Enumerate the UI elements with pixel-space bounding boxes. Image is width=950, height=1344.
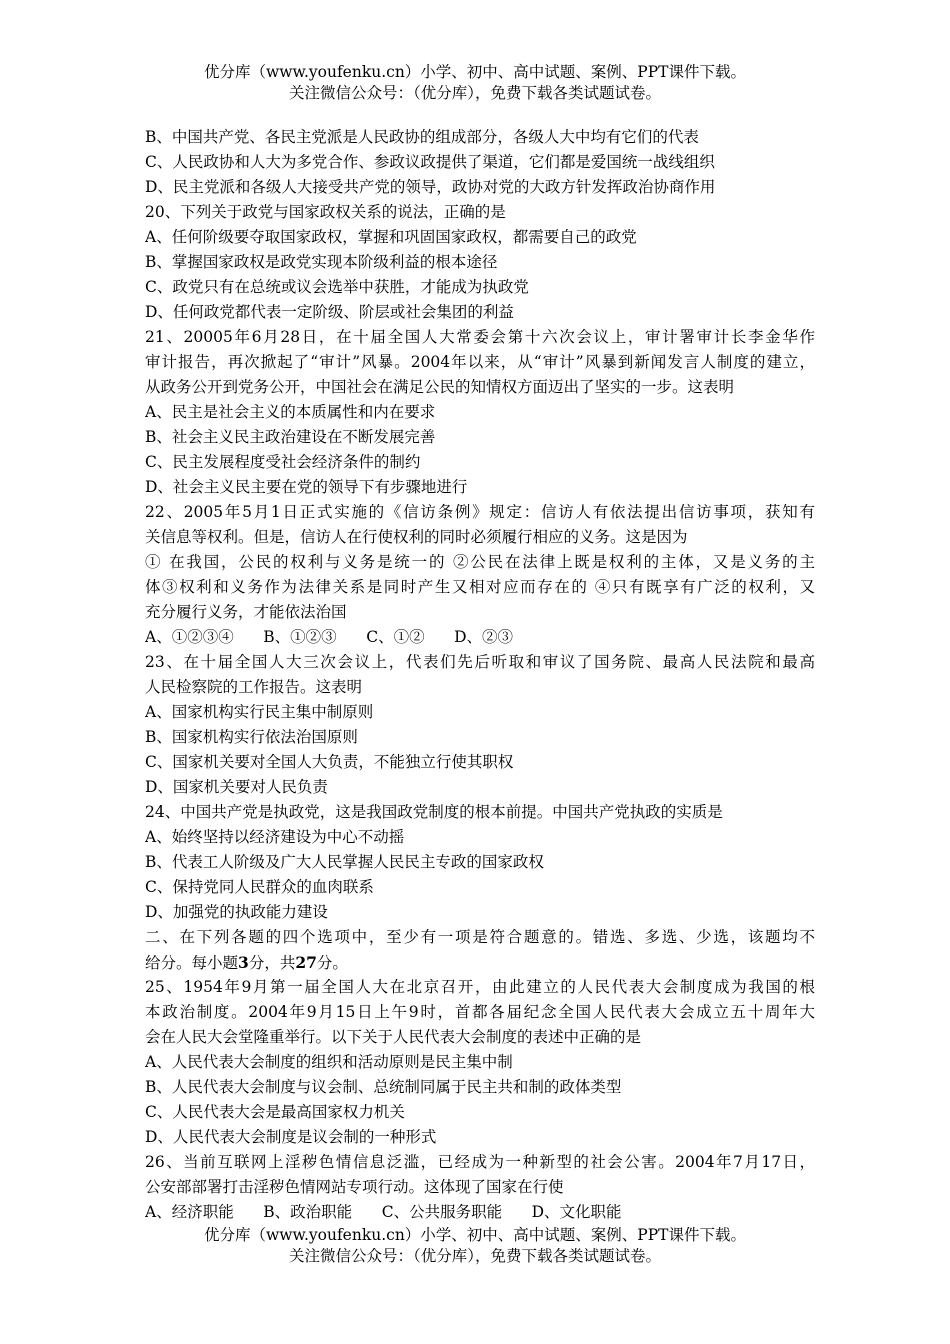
text-line xyxy=(145,950,815,975)
option-line: C、政党只有在总统或议会选举中获胜，才能成为执政党 xyxy=(145,278,529,296)
document-body xyxy=(145,125,815,1225)
text-line: D、民主党派和各级人大接受共产党的领导，政协对党的大政方针发挥政治协商作用 xyxy=(145,178,716,196)
question-22: 22、2005年5月1日正式实施的《信访条例》规定：信访人有依法提出信访事项，获知有 xyxy=(145,503,815,521)
text-line: 人民检察院的工作报告。这表明 xyxy=(145,678,363,696)
text-line: ① 在我国，公民的权利与义务是统一的 ②公民在法律上既是权利的主体，又是义务的主 xyxy=(145,553,815,571)
text-line: 公安部部署打击淫秽色情网站专项行动。这体现了国家在行使 xyxy=(145,1178,564,1196)
question-23: 23、在十届全国人大三次会议上，代表们先后听取和审议了国务院、最高人民法院和最高 xyxy=(145,653,815,671)
option-line: D、加强党的执政能力建设 xyxy=(145,903,328,921)
section-2-instructions: 二、在下列各题的四个选项中，至少有一项是符合题意的。错选、多选、少选，该题均不 xyxy=(145,928,815,946)
text-line: 会在人民大会堂隆重举行。以下关于人民代表大会制度的表述中正确的是 xyxy=(145,1028,642,1046)
option-line: C、民主发展程度受社会经济条件的制约 xyxy=(145,453,421,471)
option-line: D、社会主义民主要在党的领导下有步骤地进行 xyxy=(145,478,468,496)
text-line: 本政治制度。2004年9月15日上午9时，首都各届纪念全国人民代表大会成立五十周年大 xyxy=(145,1003,815,1021)
header-line-2: 关注微信公众号：（优分库），免费下载各类试题试卷。 xyxy=(288,84,661,102)
option-line: A、民主是社会主义的本质属性和内在要求 xyxy=(145,403,436,421)
option-line: D、人民代表大会制度是议会制的一种形式 xyxy=(145,1128,437,1146)
text-line: 体③权利和义务作为法律关系是同时产生又相对应而存在的 ④只有既享有广泛的权利，又 xyxy=(145,578,815,596)
question-21: 21、20005年6月28日，在十届全国人大常委会第十六次会议上，审计署审计长李金华作 xyxy=(145,328,815,346)
option-line: A、任何阶级要夺取国家政权，掌握和巩固国家政权，都需要自己的政党 xyxy=(145,228,637,246)
header-line-1: 优分库（www.youfenku.cn）小学、初中、高中试题、案例、PPT课件下载。 xyxy=(203,63,747,81)
option-line: B、人民代表大会制度与议会制、总统制同属于民主共和制的政体类型 xyxy=(145,1078,622,1096)
question-26: 26、当前互联网上淫秽色情信息泛滥，已经成为一种新型的社会公害。2004年7月17日， xyxy=(145,1153,815,1171)
option-line: A、始终坚持以经济建设为中心不动摇 xyxy=(145,828,405,846)
option-line: C、人民代表大会是最高国家权力机关 xyxy=(145,1103,405,1121)
question-20: 20、下列关于政党与国家政权关系的说法，正确的是 xyxy=(145,203,506,221)
score-total: 27 xyxy=(295,953,317,972)
option-line: A、人民代表大会制度的组织和活动原则是民主集中制 xyxy=(145,1053,513,1071)
option-line: B、国家机构实行依法治国原则 xyxy=(145,728,358,746)
question-25: 25、1954年9月第一届全国人大在北京召开，由此建立的人民代表大会制度成为我国的根 xyxy=(145,978,815,996)
score-value: 3 xyxy=(238,953,249,972)
option-line: B、代表工人阶级及广大人民掌握人民民主专政的国家政权 xyxy=(145,853,544,871)
option-line: A、①②③④ B、①②③ C、①② D、②③ xyxy=(145,628,514,646)
option-line: B、掌握国家政权是政党实现本阶级利益的根本途径 xyxy=(145,253,498,271)
text-line: C、人民政协和人大为多党合作、参政议政提供了渠道，它们都是爱国统一战线组织 xyxy=(145,153,715,171)
text-line: B、中国共产党、各民主党派是人民政协的组成部分，各级人大中均有它们的代表 xyxy=(145,128,699,146)
option-line: C、国家机关要对全国人大负责，不能独立行使其职权 xyxy=(145,753,514,771)
text-line: 审计报告，再次掀起了“审计”风暴。2004年以来，从“审计”风暴到新闻发言人制度的建立， xyxy=(145,353,815,371)
option-line: C、保持党同人民群众的血肉联系 xyxy=(145,878,374,896)
option-line: A、经济职能 B、政治职能 C、公共服务职能 D、文化职能 xyxy=(145,1203,622,1221)
score-text: 给分。每小题 xyxy=(145,954,239,972)
score-text: 分。 xyxy=(316,954,348,972)
page-footer xyxy=(0,1225,950,1267)
text-line: 关信息等权利。但是，信访人在行使权利的同时必须履行相应的义务。这是因为 xyxy=(145,528,688,546)
option-line: D、国家机关要对人民负责 xyxy=(145,778,328,796)
footer-line-2: 关注微信公众号：（优分库），免费下载各类试题试卷。 xyxy=(288,1247,661,1265)
option-line: D、任何政党都代表一定阶级、阶层或社会集团的利益 xyxy=(145,303,514,321)
text-line: 从政务公开到党务公开，中国社会在满足公民的知情权方面迈出了坚实的一步。这表明 xyxy=(145,378,735,396)
question-24: 24、中国共产党是执政党，这是我国政党制度的根本前提。中国共产党执政的实质是 xyxy=(145,803,723,821)
score-text: 分，共 xyxy=(248,954,296,972)
text-line: 充分履行义务，才能依法治国 xyxy=(145,603,347,621)
option-line: B、社会主义民主政治建设在不断发展完善 xyxy=(145,428,436,446)
page-header xyxy=(0,62,950,104)
option-line: A、国家机构实行民主集中制原则 xyxy=(145,703,374,721)
footer-line-1: 优分库（www.youfenku.cn）小学、初中、高中试题、案例、PPT课件下载。 xyxy=(203,1226,747,1244)
